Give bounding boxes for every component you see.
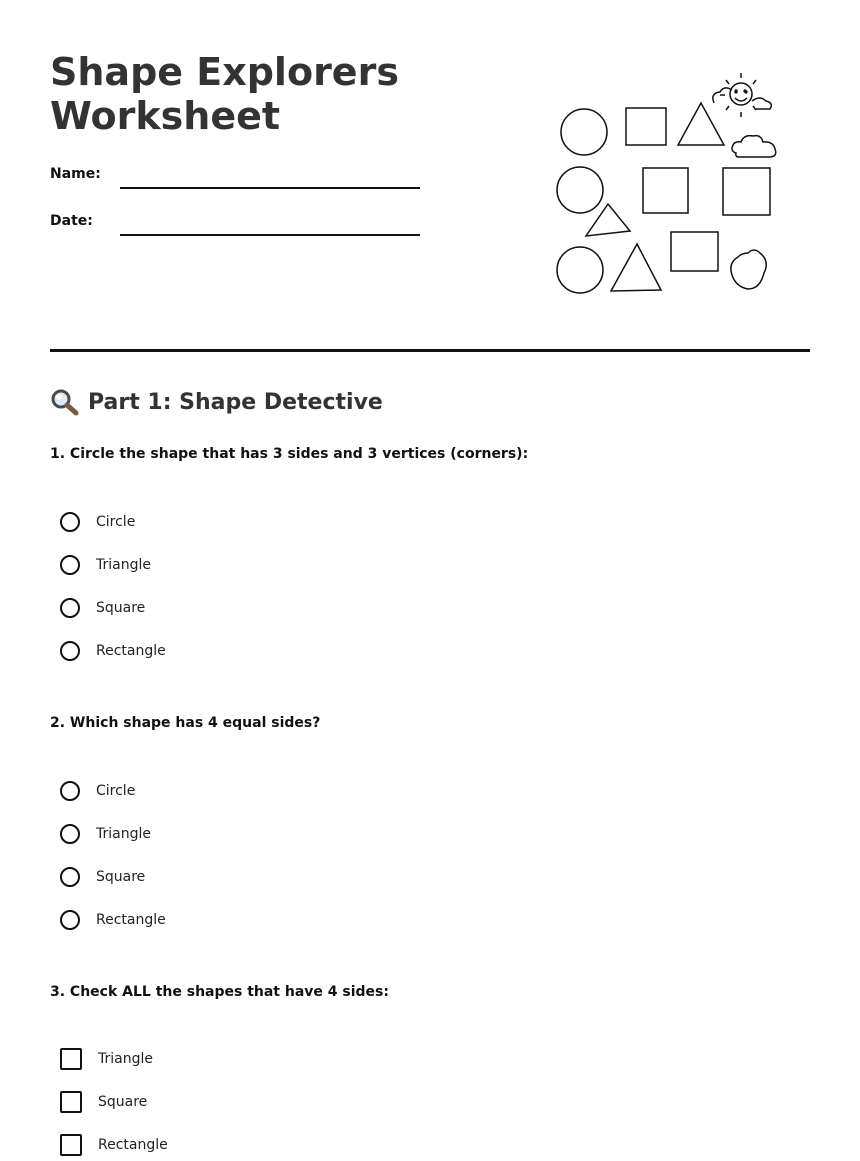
option-label: Square xyxy=(96,869,146,885)
option-label: Triangle xyxy=(96,557,151,573)
option-label: Triangle xyxy=(96,826,151,842)
part1-heading xyxy=(50,388,383,416)
q2-option-square[interactable] xyxy=(60,864,145,890)
shapes-illustration xyxy=(548,66,788,302)
checkbox[interactable] xyxy=(60,1091,82,1113)
title-line-2: Worksheet xyxy=(50,94,281,138)
title-line-1: Shape Explorers xyxy=(50,50,399,94)
part1-heading-text: Part 1: Shape Detective xyxy=(88,389,383,415)
q2-option-rectangle[interactable] xyxy=(60,907,166,933)
radio-button[interactable] xyxy=(60,824,80,844)
radio-button[interactable] xyxy=(60,555,80,575)
q2-option-circle[interactable] xyxy=(60,778,135,804)
radio-button[interactable] xyxy=(60,910,80,930)
magnifier-icon xyxy=(50,388,80,416)
q3-option-square[interactable] xyxy=(60,1089,147,1115)
name-field[interactable] xyxy=(120,187,420,189)
question-3-text: 3. Check ALL the shapes that have 4 sides: xyxy=(50,984,389,1000)
q1-option-triangle[interactable] xyxy=(60,552,151,578)
option-label: Rectangle xyxy=(98,1137,168,1153)
q1-option-rectangle[interactable] xyxy=(60,638,166,664)
question-2-text: 2. Which shape has 4 equal sides? xyxy=(50,715,321,731)
q3-option-rectangle[interactable] xyxy=(60,1132,168,1158)
option-label: Rectangle xyxy=(96,912,166,928)
radio-button[interactable] xyxy=(60,598,80,618)
date-field[interactable] xyxy=(120,234,420,236)
q3-option-triangle[interactable] xyxy=(60,1046,153,1072)
option-label: Square xyxy=(96,600,146,616)
checkbox[interactable] xyxy=(60,1134,82,1156)
q1-option-circle[interactable] xyxy=(60,509,135,535)
radio-button[interactable] xyxy=(60,781,80,801)
date-label: Date: xyxy=(50,213,93,229)
option-label: Rectangle xyxy=(96,643,166,659)
radio-button[interactable] xyxy=(60,512,80,532)
q2-option-triangle[interactable] xyxy=(60,821,151,847)
option-label: Circle xyxy=(96,514,136,530)
radio-button[interactable] xyxy=(60,641,80,661)
radio-button[interactable] xyxy=(60,867,80,887)
option-label: Circle xyxy=(96,783,136,799)
question-1-text: 1. Circle the shape that has 3 sides and 3 vertices (corners): xyxy=(50,446,529,462)
option-label: Square xyxy=(98,1094,148,1110)
worksheet-title xyxy=(50,50,399,138)
q1-option-square[interactable] xyxy=(60,595,145,621)
option-label: Triangle xyxy=(98,1051,153,1067)
name-label: Name: xyxy=(50,166,101,182)
section-divider xyxy=(50,349,810,352)
checkbox[interactable] xyxy=(60,1048,82,1070)
